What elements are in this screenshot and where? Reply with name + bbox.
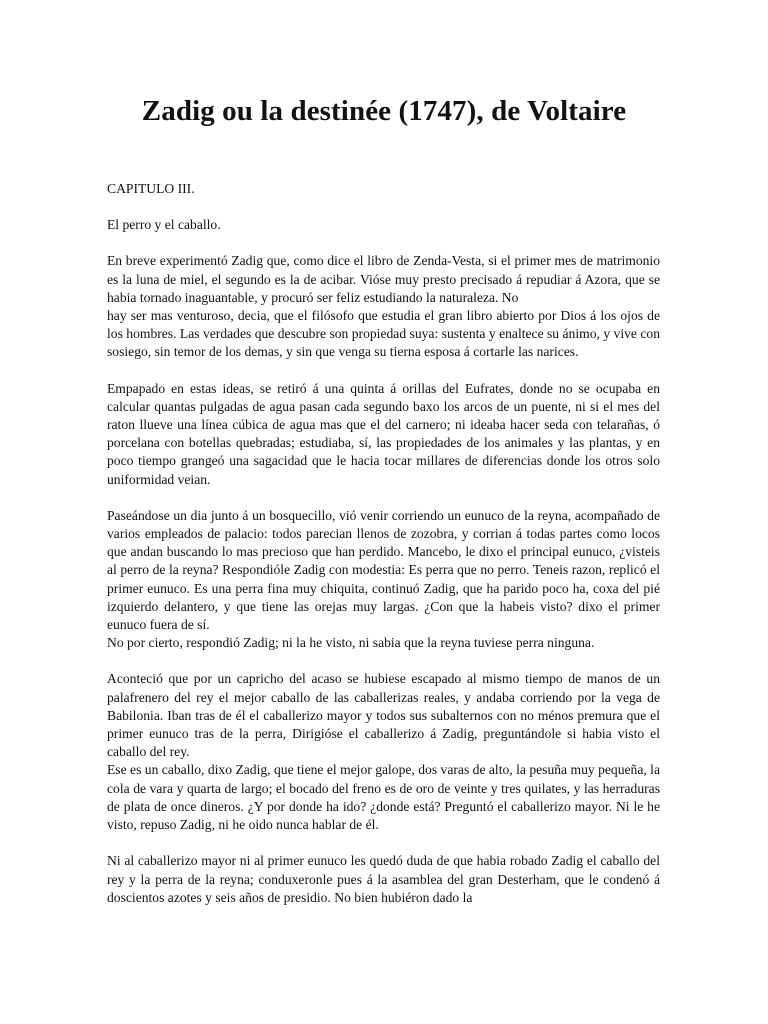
paragraph: En breve experimentó Zadig que, como dice el libro de Zenda-Vesta, si el primer mes de matrimonio es la luna de miel, el segundo es la de acibar. Vióse muy presto precisado á repudiar á Azora, que se habia tornado inaguantable, y procuró ser feliz estudiando la naturaleza. No bbox=[107, 253, 660, 305]
paragraph: Paseándose un dia junto á un bosquecillo, vió venir corriendo un eunuco de la reyna, acompañado de varios empleados de palacio: todos parecian llenos de zozobra, y corrian á todas partes como locos que andan buscando lo mas precioso que han perdido. Mancebo, le dixo el principal eunuco, ¿visteis al perro de la reyna? Respondióle Zadig con modestia: Es perra que no perro. Teneis razon, replicó el primer eunuco. Es una perra fina muy chiquita, continuó Zadig, que ha parido poco ha, coxa del pié izquierdo delantero, y que tiene las orejas muy largas. ¿Con que la habeis visto? dixo el primer eunuco fuera de sí. bbox=[107, 507, 660, 633]
paragraph: Ese es un caballo, dixo Zadig, que tiene el mejor galope, dos varas de alto, la pesuña muy pequeña, la cola de vara y quarta de largo; el bocado del freno es de oro de veinte y tres quilates, y las herraduras de plata de once dineros. ¿Y por donde ha ido? ¿donde está? Preguntó el caballerizo mayor. Ni le he visto, repuso Zadig, ni he oido nunca hablar de él. bbox=[107, 762, 660, 833]
chapter-subtitle: El perro y el caballo. bbox=[107, 217, 221, 233]
document-title: Zadig ou la destinée (1747), de Voltaire bbox=[141, 95, 627, 127]
paragraph: Empapado en estas ideas, se retiró á una quinta á orillas del Eufrates, donde no se ocupaba en calcular quantas pulgadas de agua pasan cada segundo baxo los arcos de un puente, ni si el mes del raton llueve una línea cúbica de agua mas que el del carnero; ni ideaba hacer seda con telarañas, ó porcelana con botellas quebradas; estudiaba, sí, las propiedades de los animales y las plantas, y en poco tiempo grangeó una sagacidad que le hacia tocar millares de diferencias donde los otros solo uniformidad veian. bbox=[107, 380, 660, 487]
paragraph: Aconteció que por un capricho del acaso se hubiese escapado al mismo tiempo de manos de un palafrenero del rey el mejor caballo de las caballerizas reales, y andaba corriendo por la vega de Babilonia. Iban tras de él el caballerizo mayor y todos sus subalternos con no ménos premura que el primer eunuco tras de la perra, Dirigióse el caballerizo á Zadig, preguntándole si habia visto el caballo del rey. bbox=[107, 671, 660, 760]
paragraph: No por cierto, respondió Zadig; ni la he visto, ni sabia que la reyna tuviese perra ninguna. bbox=[107, 635, 595, 651]
chapter-heading: CAPITULO III. bbox=[107, 181, 195, 196]
paragraph: hay ser mas venturoso, decia, que el filósofo que estudia el gran libro abierto por Dios á los ojos de los hombres. Las verdades que descubre son propiedad suya: sustenta y enaltece su ánimo, y vive con sosiego, sin temor de los demas, y sin que venga su tierna esposa á cortarle las narices. bbox=[107, 308, 660, 360]
paragraph: Ni al caballerizo mayor ni al primer eunuco les quedó duda de que habia robado Zadig el caballo del rey y la perra de la reyna; conduxeronle pues á la asamblea del gran Desterham, que le condenó á doscientos azotes y seis años de presidio. No bien hubiéron dado la bbox=[107, 853, 660, 905]
document-body bbox=[107, 180, 660, 907]
